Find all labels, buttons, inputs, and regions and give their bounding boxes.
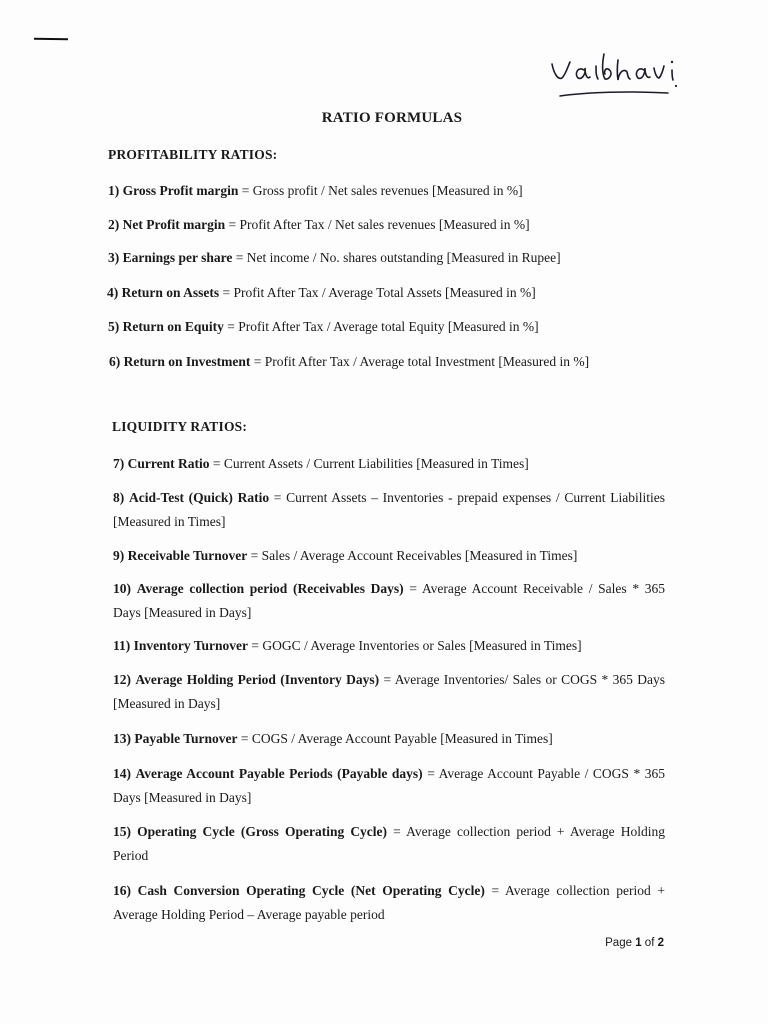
item-term: Return on Investment: [123, 354, 251, 369]
document-title: RATIO FORMULAS: [321, 110, 463, 126]
item-number: 9): [113, 548, 125, 563]
item-term: Average collection period (Receivables Days): [136, 581, 404, 596]
item-formula: Average collection period + Average Holding Period: [113, 824, 666, 863]
ratio-item: [113, 879, 665, 927]
section-heading-liquidity: LIQUIDITY RATIOS:: [112, 419, 248, 434]
ratio-item: [113, 727, 553, 751]
item-term: Return on Assets: [121, 285, 220, 300]
item-formula: Net income / No. shares outstanding [Measured in Rupee]: [246, 250, 561, 265]
ratio-item: [113, 762, 665, 810]
item-formula: Sales / Average Account Receivables [Measured in Times]: [261, 548, 578, 563]
item-equals: =: [247, 548, 262, 563]
item-number: 3): [108, 250, 120, 265]
item-equals: =: [422, 766, 439, 781]
item-number: 12): [113, 672, 131, 687]
item-formula: Profit After Tax / Average total Equity [Measured in %]: [238, 319, 539, 334]
ratio-item: [108, 179, 523, 203]
ratio-item: [109, 350, 589, 374]
ratio-item: [107, 281, 536, 305]
item-number: 14): [113, 766, 131, 781]
ratio-item: [108, 315, 539, 339]
ratio-item: [113, 486, 665, 534]
item-number: 1): [108, 183, 120, 198]
item-term: Average Holding Period (Inventory Days): [135, 672, 380, 687]
item-formula: Profit After Tax / Average Total Assets [Measured in %]: [233, 285, 536, 300]
item-formula: Profit After Tax / Average total Investment [Measured in %]: [264, 354, 590, 369]
item-formula: Average Account Payable / COGS * 365 Days [Measured in Days]: [113, 766, 665, 805]
corner-pen-mark: [34, 38, 68, 41]
ratio-item: [113, 452, 529, 476]
item-equals: =: [250, 354, 265, 369]
item-number: 4): [107, 285, 119, 300]
item-number: 6): [109, 354, 121, 369]
ratio-item: [113, 577, 665, 625]
item-equals: =: [209, 456, 224, 471]
item-term: Operating Cycle (Gross Operating Cycle): [137, 824, 388, 839]
item-formula: COGS / Average Account Payable [Measured in Times]: [251, 731, 553, 746]
item-equals: =: [223, 319, 239, 334]
item-equals: =: [219, 285, 234, 300]
item-term: Payable Turnover: [134, 731, 238, 746]
item-formula: Profit After Tax / Net sales revenues [Measured in %]: [239, 217, 530, 232]
item-term: Average Account Payable Periods (Payable days): [135, 766, 423, 781]
item-equals: =: [403, 581, 422, 596]
item-formula: GOGC / Average Inventories or Sales [Measured in Times]: [262, 638, 582, 653]
page-number: [605, 937, 664, 949]
item-term: Gross Profit margin: [122, 183, 239, 198]
section-heading-profitability: PROFITABILITY RATIOS:: [108, 147, 278, 162]
item-term: Receivable Turnover: [127, 548, 248, 563]
item-number: 11): [113, 638, 131, 653]
item-equals: =: [225, 217, 240, 232]
item-formula: Average Account Receivable / Sales * 365 Days [Measured in Days]: [113, 581, 666, 620]
item-formula: Current Assets – Inventories - prepaid expenses / Current Liabilities [Measured in Times]: [113, 490, 665, 529]
ratio-item: [113, 668, 665, 716]
ratio-item: [108, 213, 530, 237]
page-current: 1: [635, 937, 642, 949]
item-term: Current Ratio: [127, 456, 210, 471]
item-term: Cash Conversion Operating Cycle (Net Operating Cycle): [137, 883, 485, 898]
item-number: 10): [113, 581, 131, 596]
page-word: Page: [605, 937, 636, 949]
item-equals: =: [379, 672, 395, 687]
item-formula: Average Inventories/ Sales or COGS * 365 Days [Measured in Days]: [113, 672, 666, 711]
item-formula: Current Assets / Current Liabilities [Measured in Times]: [223, 456, 529, 471]
item-number: 5): [108, 319, 120, 334]
item-term: Return on Equity: [122, 319, 224, 334]
item-equals: =: [232, 250, 247, 265]
item-equals: =: [387, 824, 407, 839]
item-equals: =: [248, 638, 263, 653]
item-equals: =: [237, 731, 252, 746]
item-term: Inventory Turnover: [133, 638, 249, 653]
item-equals: =: [238, 183, 253, 198]
item-number: 8): [113, 490, 125, 505]
item-number: 13): [113, 731, 131, 746]
item-equals: =: [269, 490, 287, 505]
item-term: Earnings per share: [122, 250, 233, 265]
ratio-item: [113, 544, 577, 568]
item-number: 7): [113, 456, 125, 471]
item-number: 2): [108, 217, 120, 232]
item-formula: Average collection period + Average Holding Period – Average payable period: [113, 883, 665, 922]
item-term: Net Profit margin: [122, 217, 226, 232]
item-number: 15): [113, 824, 131, 839]
item-formula: Gross profit / Net sales revenues [Measured in %]: [252, 183, 523, 198]
item-term: Acid-Test (Quick) Ratio: [128, 490, 270, 505]
item-equals: =: [484, 883, 506, 898]
handwritten-signature: [548, 50, 698, 106]
ratio-item: [113, 820, 665, 868]
page-of-word: of: [641, 937, 658, 949]
page-total: 2: [657, 937, 664, 949]
ratio-item: [113, 634, 582, 658]
item-number: 16): [113, 883, 131, 898]
ratio-item: [108, 246, 561, 270]
